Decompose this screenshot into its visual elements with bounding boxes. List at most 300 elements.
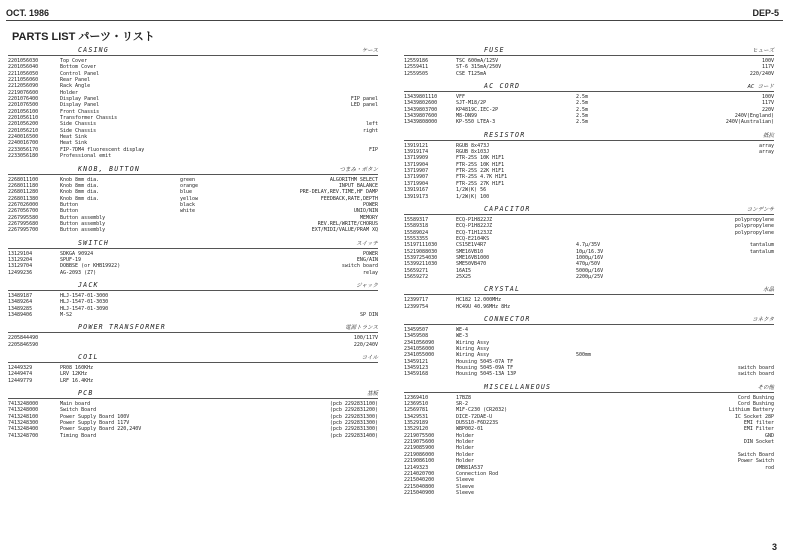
page-number: 3 xyxy=(771,542,777,552)
description: Control Panel xyxy=(60,70,100,77)
section-heading xyxy=(404,205,774,215)
part-number: 12569781 xyxy=(404,407,429,414)
description: FTR-25S 4.7K H1F1 xyxy=(456,174,508,181)
part-number: 2268011280 xyxy=(8,189,39,196)
remark: 100/117V xyxy=(353,335,378,342)
part-number: 7413248000 xyxy=(8,407,39,414)
part-number: 2268011180 xyxy=(8,182,39,189)
part-number: 13439808000 xyxy=(404,119,438,126)
spec: black xyxy=(180,201,196,208)
section-title-jp: ケース xyxy=(361,48,378,54)
description: Holder xyxy=(456,432,475,439)
part-number: 13459121 xyxy=(404,358,429,365)
part-number: 2201056030 xyxy=(8,58,39,64)
description: Rear Panel xyxy=(60,77,91,84)
section-miscellaneous xyxy=(404,383,774,497)
remark: (pcb 2292831400) xyxy=(329,432,378,439)
remark: Cord Bushing xyxy=(737,401,774,408)
remark: MEMORY xyxy=(359,214,378,221)
remark: EMI filter xyxy=(743,420,774,427)
section-heading xyxy=(8,239,378,249)
description: Housing 5045-13A 13P xyxy=(456,371,517,378)
description: Holder xyxy=(456,439,475,446)
remark: 240V(Australian) xyxy=(725,119,774,126)
spec: white xyxy=(180,208,196,215)
description: ST-6 315mA/250V xyxy=(456,64,502,71)
part-number: 7413248300 xyxy=(8,420,39,427)
remark: 240V(England) xyxy=(734,113,774,120)
description: FTR-25S 10K H1F1 xyxy=(456,155,505,162)
part-number: 13719907 xyxy=(404,174,429,181)
remark: EXT/MIDI/VALUE/PRAM XQ xyxy=(311,227,378,234)
part-number: 2201056110 xyxy=(8,115,39,122)
section-title-jp: つまみ・ボタン xyxy=(339,166,378,173)
section-title: FUSE xyxy=(484,46,505,54)
remark: polypropylene xyxy=(734,229,774,236)
section-heading xyxy=(404,383,774,393)
description: TSC 600mA/125V xyxy=(456,58,499,64)
section-connector xyxy=(404,315,774,378)
section-casing xyxy=(8,46,378,160)
section-heading xyxy=(404,82,774,92)
remark: LED panel xyxy=(350,102,378,109)
parts-row xyxy=(8,270,378,276)
part-number: 12369410 xyxy=(404,394,429,401)
remark: tantalum xyxy=(749,242,774,249)
part-number: 2219086000 xyxy=(404,451,435,458)
part-number: 12399717 xyxy=(404,297,429,304)
section-title: CONNECTOR xyxy=(484,314,531,323)
part-number: 2267995700 xyxy=(8,227,39,234)
page-title: PARTS LIST パーツ・リスト xyxy=(12,31,155,43)
part-number: 2215040900 xyxy=(404,489,435,496)
part-number: 2201076500 xyxy=(8,102,39,109)
part-number: 2267026000 xyxy=(8,201,39,208)
description: Sleeve xyxy=(456,477,475,484)
remark: array xyxy=(758,149,774,156)
description: Top Cover xyxy=(60,58,88,64)
section-pcb xyxy=(8,389,378,439)
description: HLJ-1547-01-3030 xyxy=(60,299,109,306)
part-number: 2240016500 xyxy=(8,134,39,141)
remark: array xyxy=(758,142,774,149)
remark: INPUT BALANCE xyxy=(338,182,378,189)
description: ECQ-P1H822JZ xyxy=(456,223,493,230)
section-switch xyxy=(8,239,378,276)
description: Button xyxy=(60,201,79,208)
part-number: 12149323 xyxy=(404,464,429,471)
section-title: PCB xyxy=(78,389,94,398)
section-title-jp: ヒューズ xyxy=(752,48,774,54)
description: RGUB 8x103J xyxy=(456,149,490,156)
part-number: 2233056170 xyxy=(8,146,39,153)
section-title: CRYSTAL xyxy=(484,285,521,294)
part-number: 2201076400 xyxy=(8,96,39,103)
part-number: 13129104 xyxy=(8,250,33,257)
description: Professional emit xyxy=(60,153,112,160)
description: 17BZ8 xyxy=(456,394,472,401)
spec: 2200µ/25V xyxy=(576,273,604,280)
description: Display Panel xyxy=(60,102,100,109)
part-number: 12499236 xyxy=(8,269,33,276)
part-number: 2219075500 xyxy=(404,432,435,439)
remark: POWER xyxy=(362,250,378,257)
remark: Switch Board xyxy=(737,451,774,458)
part-number: 15659272 xyxy=(404,273,429,280)
description: Button assembly xyxy=(60,220,106,227)
description: 16AI5 xyxy=(456,267,472,274)
part-number: 15399211030 xyxy=(404,261,438,268)
description: CSE T125mA xyxy=(456,70,487,77)
section-title: JACK xyxy=(78,280,99,289)
part-number: 2205844490 xyxy=(8,335,39,342)
section-ac-cord xyxy=(404,82,774,126)
description: Heat Sink xyxy=(60,134,88,141)
description: FTR-25S 22K H1F1 xyxy=(456,168,505,175)
part-number: 2219085900 xyxy=(404,445,435,452)
description: Knob 8mm dia. xyxy=(60,176,100,183)
section-heading xyxy=(404,315,774,325)
description: FTR-25S 10K H1F1 xyxy=(456,161,505,168)
part-number: 12449474 xyxy=(8,371,33,378)
remark: rod xyxy=(764,464,774,471)
part-number: 15397254030 xyxy=(404,254,438,261)
description: M8-DN99 xyxy=(456,113,478,120)
section-title-jp: スイッチ xyxy=(356,240,378,247)
part-number: 7413248400 xyxy=(8,426,39,433)
section-title-jp: AC コード xyxy=(747,84,774,91)
description: Button assembly xyxy=(60,214,106,221)
section-title: RESISTOR xyxy=(484,130,526,139)
section-title: MISCELLANEOUS xyxy=(484,382,552,391)
spec: 2.5m xyxy=(576,100,589,107)
remark: (pcb 2292831100) xyxy=(329,401,378,408)
parts-row xyxy=(404,304,774,310)
part-number: 2341056090 xyxy=(404,339,435,346)
part-number: 13459508 xyxy=(404,333,429,340)
description: CS15E1V4R7 xyxy=(456,242,487,249)
part-number: 13719904 xyxy=(404,180,429,187)
remark: 220/240V xyxy=(749,70,774,77)
remark: (pcb 2292831300) xyxy=(329,413,378,420)
remark: IC Socket 28P xyxy=(734,413,774,420)
section-crystal xyxy=(404,285,774,310)
part-number: 2267995680 xyxy=(8,220,39,227)
remark: 220V xyxy=(761,106,774,113)
part-number: 12559411 xyxy=(404,64,429,71)
section-fuse xyxy=(404,46,774,77)
part-number: 2219086100 xyxy=(404,458,435,465)
remark: 117V xyxy=(761,64,774,71)
description: DMB81A537 xyxy=(456,464,484,471)
parts-row xyxy=(404,119,774,125)
section-title-jp: 抵抗 xyxy=(762,132,774,139)
remark: SP DIN xyxy=(359,312,378,318)
part-number: 15659271 xyxy=(404,267,429,274)
description: SME16VB1000 xyxy=(456,254,490,261)
remark: (pcb 2292831200) xyxy=(329,407,378,414)
description: Holder xyxy=(456,445,475,452)
remark: relay xyxy=(362,269,378,276)
remark: 117V xyxy=(761,100,774,107)
description: Front Chassis xyxy=(60,108,100,115)
remark: tantalum xyxy=(749,248,774,255)
parts-row xyxy=(404,371,774,377)
spec: 2.5m xyxy=(576,119,589,126)
description: HC182 12.000MHz xyxy=(456,297,502,304)
section-heading xyxy=(8,353,378,363)
part-number: 13529189 xyxy=(404,420,429,427)
description: Power Supply Board 100V xyxy=(60,413,130,420)
description: Housing 5045-09A TF xyxy=(456,365,514,372)
part-number: 13529120 xyxy=(404,426,429,433)
remark: REV.REL/WRITE/CHORUS xyxy=(317,220,378,227)
remark: 100V xyxy=(761,58,774,64)
part-number: 2267995580 xyxy=(8,214,39,221)
part-number: 13719904 xyxy=(404,161,429,168)
description: Switch Board xyxy=(60,407,97,414)
part-number: 13919121 xyxy=(404,142,429,149)
remark: ALGORITHM SELECT xyxy=(329,176,378,183)
description: Wiring Assy xyxy=(456,346,490,352)
part-number: 2268011100 xyxy=(8,176,39,183)
description: Knob 8mm dia. xyxy=(60,182,100,189)
part-number: 2201056100 xyxy=(8,108,39,115)
spec: yellow xyxy=(180,195,199,202)
section-power-transformer xyxy=(8,323,378,348)
section-title: CAPACITOR xyxy=(484,204,531,213)
description: HLJ-1547-01-3000 xyxy=(60,292,109,299)
remark: FEEDBACK,RATE,DEPTH xyxy=(320,195,378,202)
description: Timing Board xyxy=(60,432,97,439)
section-title: KNOB, BUTTON xyxy=(78,164,141,173)
section-title: COIL xyxy=(78,353,99,362)
part-number: 13459168 xyxy=(404,371,429,378)
remark: (pcb 2292831300) xyxy=(329,426,378,433)
part-number: 15197111030 xyxy=(404,242,438,249)
part-number: 13129204 xyxy=(8,256,33,263)
spec: green xyxy=(180,176,196,183)
header-rule xyxy=(6,20,783,21)
description: Holder xyxy=(456,458,475,465)
header-model: DEP-5 xyxy=(752,8,779,18)
spec: 1000µ/16V xyxy=(576,254,604,261)
part-number: 13719909 xyxy=(404,155,429,162)
description: FIP-7DM4 fluorescent display xyxy=(60,146,145,153)
section-title-jp: コンデンサ xyxy=(746,206,774,213)
remark: GND xyxy=(764,432,774,439)
part-number: 13429531 xyxy=(404,413,429,420)
description: SPUF-19 xyxy=(60,256,82,263)
part-number: 13489264 xyxy=(8,299,33,306)
description: DU5S10-F6D223S xyxy=(456,420,499,427)
section-title: POWER TRANSFORMER xyxy=(78,323,166,332)
part-number: 2267056700 xyxy=(8,208,39,215)
spec: 10µ/16.3V xyxy=(576,248,604,255)
remark: POWER xyxy=(362,201,378,208)
parts-row xyxy=(8,312,378,318)
part-number: 13439801110 xyxy=(404,94,438,101)
section-heading xyxy=(404,131,774,141)
part-number: 2233056180 xyxy=(8,153,39,160)
description: Bottom Cover xyxy=(60,64,97,71)
part-number: 2201056210 xyxy=(8,127,39,134)
spec: 4.7µ/35V xyxy=(576,242,601,249)
remark: Power Switch xyxy=(737,458,774,465)
description: Holder xyxy=(456,451,475,458)
description: KP-550 LTEA-3 xyxy=(456,119,496,126)
description: Heat Sink xyxy=(60,140,88,147)
description: Wiring Assy xyxy=(456,352,490,359)
part-number: 2219076600 xyxy=(8,89,39,96)
part-number: 13489187 xyxy=(8,292,33,299)
section-jack xyxy=(8,281,378,318)
section-heading xyxy=(8,165,378,175)
parts-row xyxy=(8,342,378,348)
spec: 2.5m xyxy=(576,94,589,101)
remark: FIP panel xyxy=(350,96,378,103)
spec: 2.5m xyxy=(576,113,589,120)
description: DOBBSE (or KHB19922) xyxy=(60,263,121,270)
part-number: 13719907 xyxy=(404,168,429,175)
description: Knob 8mm dia. xyxy=(60,189,100,196)
description: Side Chassis xyxy=(60,121,97,128)
section-heading xyxy=(8,281,378,291)
description: SDKGA 90924 xyxy=(60,250,94,257)
parts-row xyxy=(404,194,774,200)
section-capacitor xyxy=(404,205,774,280)
description: WE-4 xyxy=(456,326,469,333)
description: 25X25 xyxy=(456,273,472,280)
part-number: 2211056050 xyxy=(8,70,39,77)
description: Button assembly xyxy=(60,227,106,234)
part-number: 15589024 xyxy=(404,229,429,236)
parts-row xyxy=(404,71,774,77)
description: LRF 16.4KHz xyxy=(60,377,94,384)
part-number: 12399754 xyxy=(404,303,429,310)
description: Transformer Chassis xyxy=(60,115,118,122)
description: AG-2093 (Z7) xyxy=(60,269,97,276)
remark: 100V xyxy=(761,94,774,101)
description: Wiring Assy xyxy=(456,339,490,346)
part-number: 15589318 xyxy=(404,223,429,230)
remark: (pcb 2292831300) xyxy=(329,420,378,427)
remark: polypropylene xyxy=(734,223,774,230)
description: Rack Angle xyxy=(60,83,91,90)
description: SME16VB10 xyxy=(456,248,484,255)
part-number: 12369510 xyxy=(404,401,429,408)
left-column xyxy=(8,46,378,444)
remark: right xyxy=(362,127,378,134)
part-number: 13459507 xyxy=(404,326,429,333)
part-number: 2211056060 xyxy=(8,77,39,84)
part-number: 7413248100 xyxy=(8,413,39,420)
section-coil xyxy=(8,353,378,384)
description: HC49U 40.96MHz 8Hz xyxy=(456,303,511,310)
description: Main board xyxy=(60,401,91,408)
spec: orange xyxy=(180,182,199,189)
description: ECQ-E2104KS xyxy=(456,235,490,242)
right-column xyxy=(404,46,774,501)
part-number: 2341056000 xyxy=(404,346,435,352)
parts-row xyxy=(8,433,378,439)
spec: 470µ/50V xyxy=(576,261,601,268)
part-number: 2214020700 xyxy=(404,470,435,477)
description: SJT-M18/2P xyxy=(456,100,487,107)
description: Connection Rod xyxy=(456,470,499,477)
remark: Lithium Battery xyxy=(728,407,774,414)
description: Sleeve xyxy=(456,489,475,496)
description: Power Supply Board 220,240V xyxy=(60,426,142,433)
remark: switch board xyxy=(341,263,378,270)
description: RGUB 8x473J xyxy=(456,142,490,149)
section-heading xyxy=(404,285,774,295)
section-title: SWITCH xyxy=(78,238,110,247)
section-knob-button xyxy=(8,165,378,234)
remark: UNIO/NIN xyxy=(353,208,378,215)
description: Power Supply Board 117V xyxy=(60,420,130,427)
part-number: 13919174 xyxy=(404,149,429,156)
part-number: 2341055000 xyxy=(404,352,435,359)
part-number: 7413248700 xyxy=(8,432,39,439)
part-number: 13129704 xyxy=(8,263,33,270)
header-date: OCT. 1986 xyxy=(6,8,50,18)
section-heading xyxy=(404,46,774,56)
remark: 220/240V xyxy=(353,341,378,348)
parts-row xyxy=(8,153,378,159)
section-heading xyxy=(8,46,378,56)
parts-row xyxy=(8,227,378,233)
description: KP4819C.IEC-2P xyxy=(456,106,499,113)
part-number: 13439803700 xyxy=(404,106,438,113)
part-number: 12449329 xyxy=(8,365,33,372)
remark: PRE-DELAY,REV.TIME,HF DAMP xyxy=(299,189,378,196)
part-number: 15589317 xyxy=(404,216,429,223)
remark: DIN Socket xyxy=(743,439,774,446)
part-number: 13489406 xyxy=(8,312,33,318)
spec: 2.5m xyxy=(576,106,589,113)
section-title-jp: 電源トランス xyxy=(345,325,378,332)
section-resistor xyxy=(404,131,774,200)
spec: 5000µ/16V xyxy=(576,267,604,274)
section-title-jp: コイル xyxy=(361,355,378,362)
description: Knob 8mm dia. xyxy=(60,195,100,202)
part-number: 7413248000 xyxy=(8,401,39,408)
description: 1/2W(K) 100 xyxy=(456,193,490,200)
description: Display Panel xyxy=(60,96,100,103)
description: Holder xyxy=(60,89,79,96)
part-number: 13439807600 xyxy=(404,113,438,120)
part-number: 13459123 xyxy=(404,365,429,372)
part-number: 2201056200 xyxy=(8,121,39,128)
part-number: 12559186 xyxy=(404,58,429,64)
part-number: 13919173 xyxy=(404,193,429,200)
part-number: 15553355 xyxy=(404,235,429,242)
remark: ENG/AIN xyxy=(356,256,378,263)
description: DICE-72DAE-U xyxy=(456,413,493,420)
description: Side Chassis xyxy=(60,127,97,134)
description: M1F-C230 (CR2032) xyxy=(456,407,508,414)
section-title-jp: ジャック xyxy=(356,282,378,289)
remark: switch board xyxy=(737,365,774,372)
section-title-jp: 水晶 xyxy=(762,287,774,294)
part-number: 2215040800 xyxy=(404,483,435,490)
section-heading xyxy=(8,323,378,333)
remark: EMI Filter xyxy=(743,426,774,433)
description: FTR-25S 27K H1F1 xyxy=(456,180,505,187)
parts-row xyxy=(8,378,378,384)
description: SR-2 xyxy=(456,401,469,408)
